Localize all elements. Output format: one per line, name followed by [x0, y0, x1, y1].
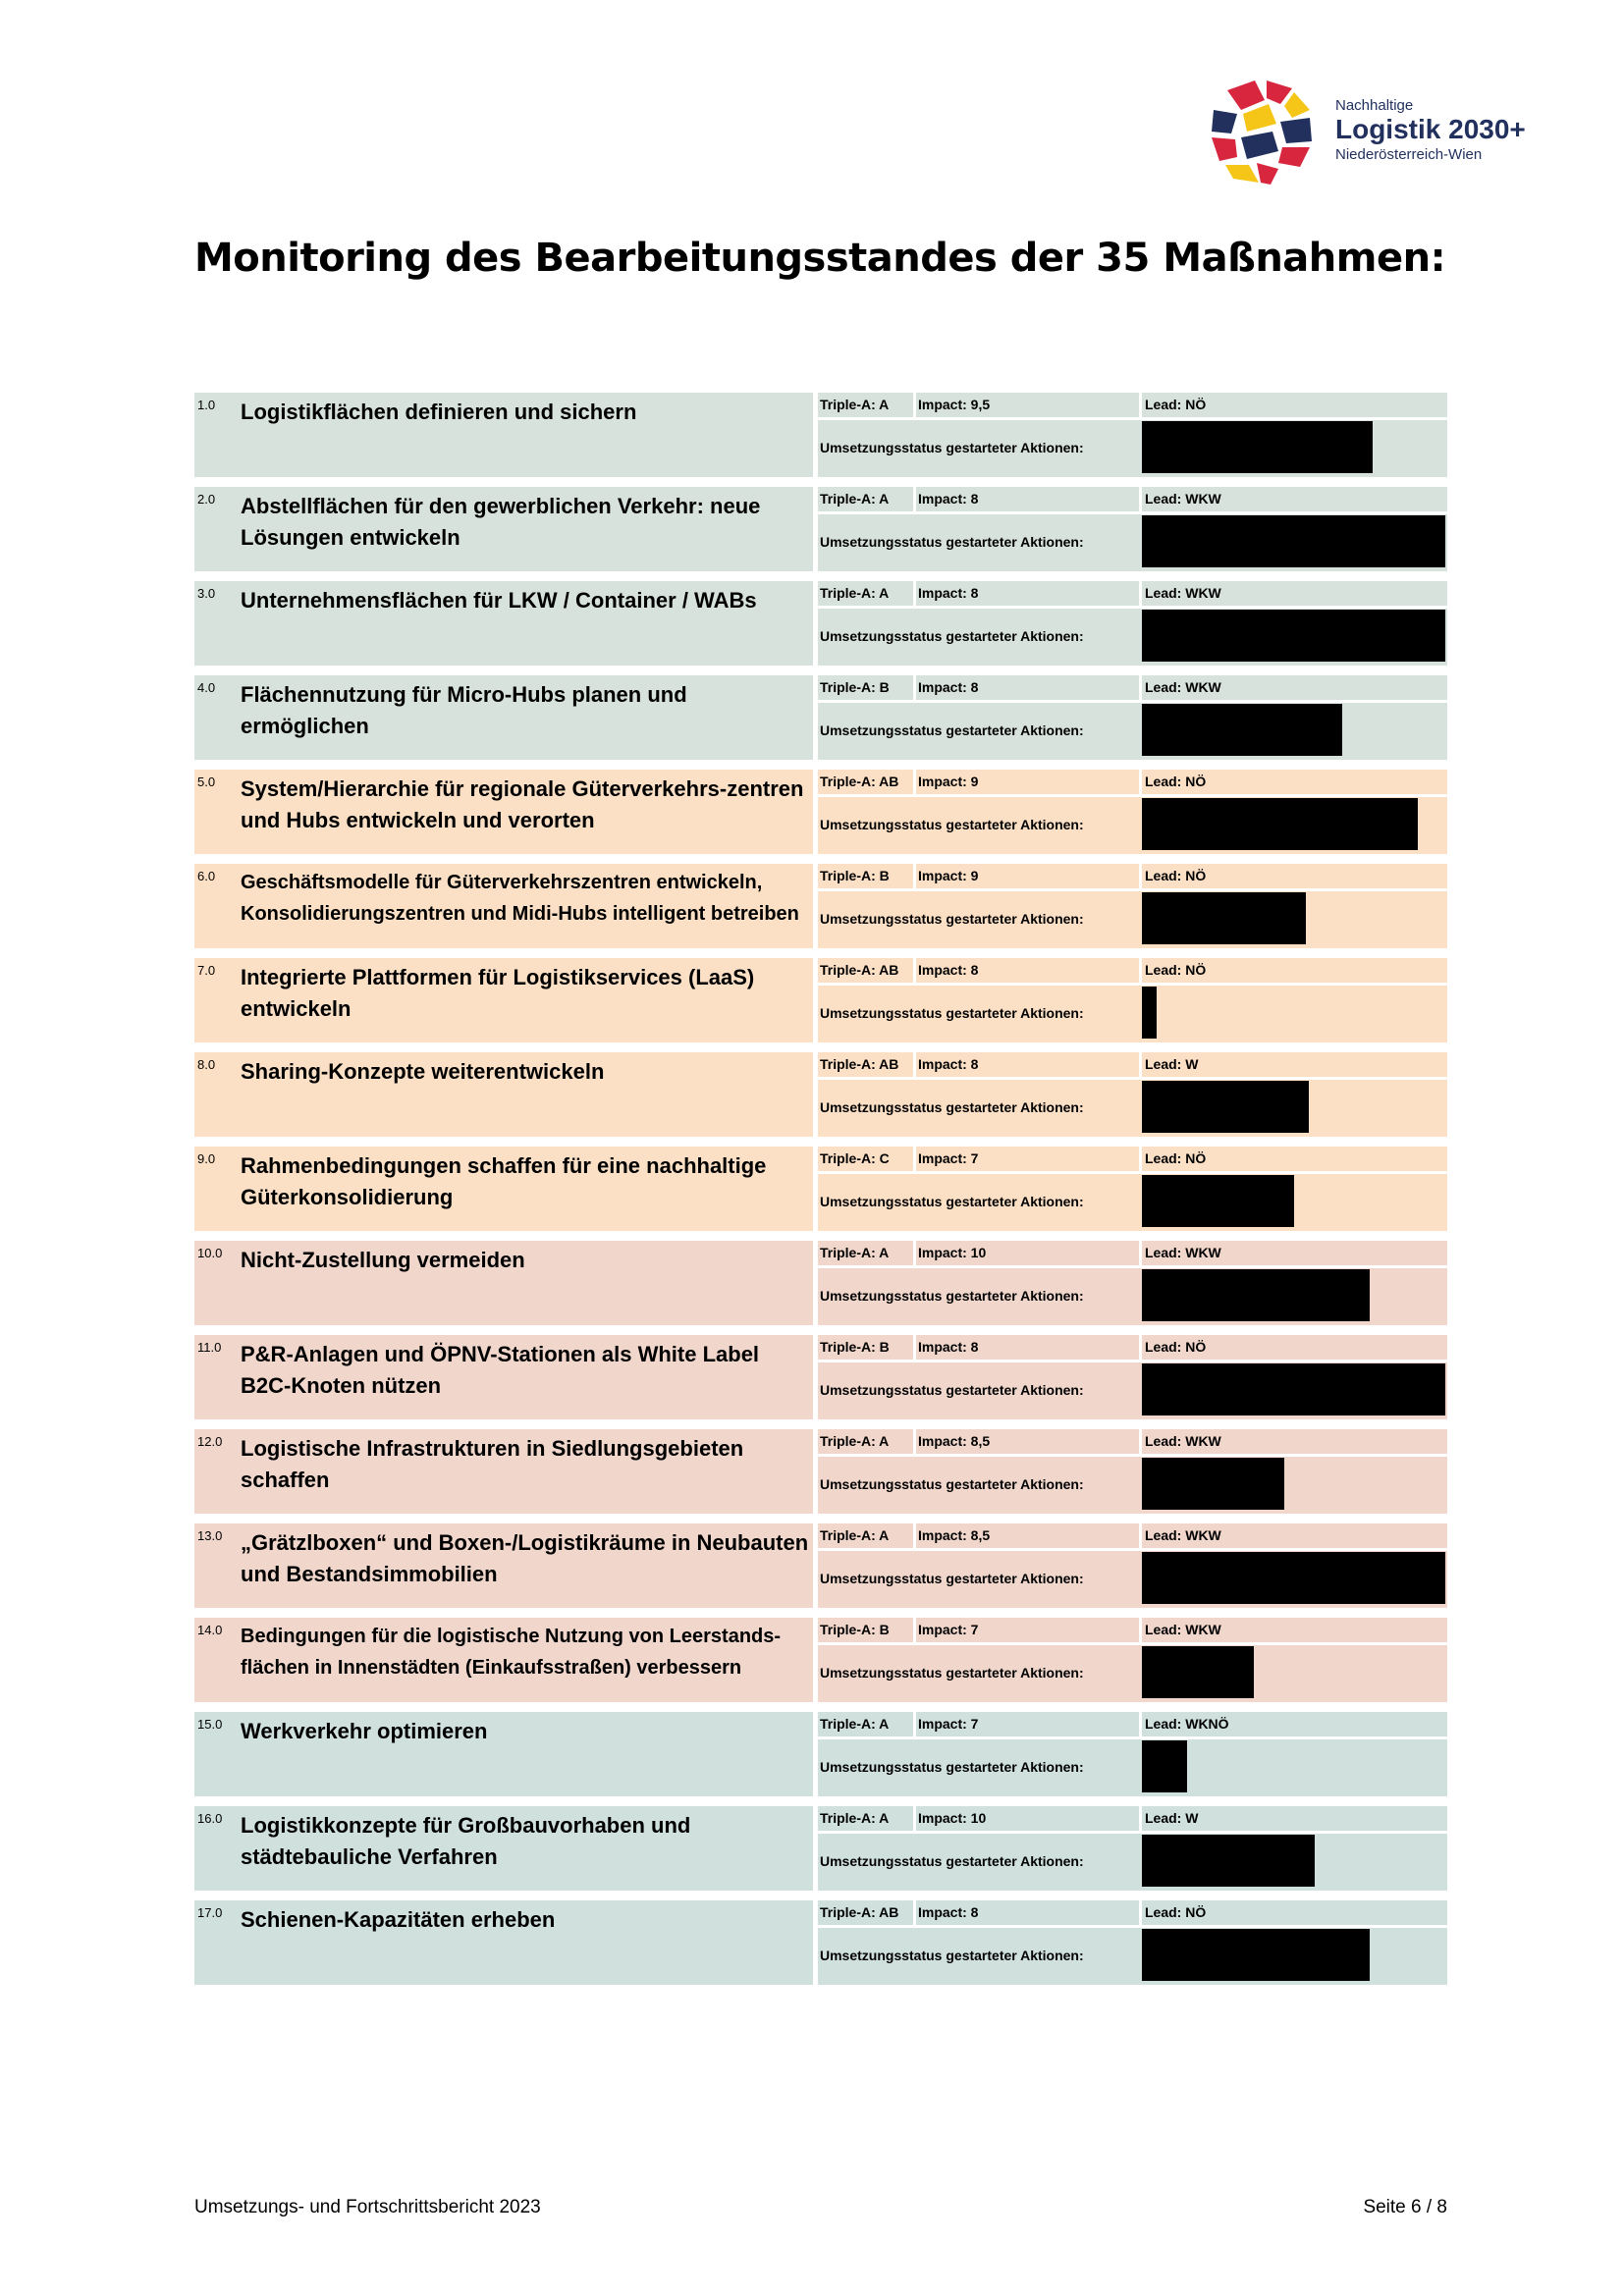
status-label: Umsetzungsstatus gestarteter Aktionen: [820, 1571, 1084, 1586]
triple-a-rating: Triple-A: A [820, 1716, 890, 1732]
status-label: Umsetzungsstatus gestarteter Aktionen: [820, 534, 1084, 550]
status-label: Umsetzungsstatus gestarteter Aktionen: [820, 1948, 1084, 1963]
measure-title: Rahmenbedingungen schaffen für eine nachhaltige Güterkonsolidierung [241, 1153, 767, 1209]
measure-meta [818, 1052, 1447, 1077]
measure-meta [818, 675, 1447, 700]
measure-meta [818, 1335, 1447, 1360]
measure-number: 11.0 [197, 1340, 222, 1355]
measure-number: 6.0 [197, 869, 216, 883]
triple-a-rating: Triple-A: A [820, 1527, 890, 1543]
measure-meta [818, 770, 1447, 794]
measure-title: Werkverkehr optimieren [241, 1719, 488, 1743]
lead-organisation: Lead: NÖ [1145, 1904, 1207, 1920]
measure-title: Logistikkonzepte für Großbauvorhaben und städtebauliche Verfahren [241, 1813, 691, 1869]
status-label: Umsetzungsstatus gestarteter Aktionen: [820, 1005, 1084, 1021]
impact-score: Impact: 8 [918, 1904, 979, 1920]
measure-meta [818, 1429, 1447, 1454]
status-label: Umsetzungsstatus gestarteter Aktionen: [820, 722, 1084, 738]
triple-a-rating: Triple-A: AB [820, 774, 899, 789]
impact-score: Impact: 7 [918, 1150, 979, 1166]
status-label: Umsetzungsstatus gestarteter Aktionen: [820, 1665, 1084, 1681]
status-progress-bar [1142, 515, 1445, 567]
measure-title: Integrierte Plattformen für Logistikservices (LaaS) entwickeln [241, 965, 755, 1021]
lead-organisation: Lead: NÖ [1145, 774, 1207, 789]
measure-title-cell [194, 1806, 813, 1891]
measure-title: Logistikflächen definieren und sichern [241, 400, 637, 424]
triple-a-rating: Triple-A: AB [820, 962, 899, 978]
measure-number: 1.0 [197, 398, 216, 412]
triple-a-rating: Triple-A: B [820, 1622, 890, 1637]
measure-number: 3.0 [197, 586, 216, 601]
status-progress-bar [1142, 1175, 1294, 1227]
measure-meta [818, 393, 1447, 417]
logo-line1: Nachhaltige [1335, 97, 1414, 114]
impact-score: Impact: 9 [918, 774, 979, 789]
triple-a-rating: Triple-A: A [820, 491, 890, 507]
measure-row [194, 1241, 1447, 1325]
measure-number: 13.0 [197, 1528, 223, 1543]
status-label: Umsetzungsstatus gestarteter Aktionen: [820, 1853, 1084, 1869]
measure-status [818, 1739, 1447, 1796]
status-progress-bar [1142, 987, 1157, 1039]
measure-row [194, 675, 1447, 760]
page-title: Monitoring des Bearbeitungsstandes der 35 Maßnahmen: [194, 236, 1446, 281]
measure-title-cell [194, 864, 813, 948]
measure-meta [818, 1523, 1447, 1548]
measure-row [194, 958, 1447, 1042]
measure-status [818, 1174, 1447, 1231]
status-progress-bar [1142, 421, 1373, 473]
status-progress-bar [1142, 1081, 1309, 1133]
measure-title-cell [194, 1900, 813, 1985]
impact-score: Impact: 8 [918, 585, 979, 601]
measure-row [194, 1147, 1447, 1231]
measure-status [818, 1551, 1447, 1608]
measure-meta [818, 958, 1447, 983]
measure-title: Schienen-Kapazitäten erheben [241, 1907, 556, 1932]
measure-title: Nicht-Zustellung vermeiden [241, 1248, 525, 1272]
measure-status [818, 1457, 1447, 1514]
measure-status [818, 1645, 1447, 1702]
measure-status [818, 891, 1447, 948]
measure-title: Logistische Infrastrukturen in Siedlungsgebieten schaffen [241, 1436, 744, 1492]
status-progress-bar [1142, 1552, 1445, 1604]
measure-title: „Grätzlboxen“ und Boxen-/Logistikräume in Neubauten und Bestandsimmobilien [241, 1530, 809, 1586]
measure-title-cell [194, 1335, 813, 1419]
measure-row [194, 1900, 1447, 1985]
measure-row [194, 1429, 1447, 1514]
triple-a-rating: Triple-A: AB [820, 1056, 899, 1072]
impact-score: Impact: 9 [918, 868, 979, 883]
measure-number: 4.0 [197, 680, 216, 695]
lead-organisation: Lead: NÖ [1145, 1339, 1207, 1355]
measure-row [194, 1618, 1447, 1702]
status-progress-bar [1142, 1646, 1254, 1698]
status-label: Umsetzungsstatus gestarteter Aktionen: [820, 440, 1084, 455]
lead-organisation: Lead: W [1145, 1810, 1199, 1826]
lead-organisation: Lead: WKW [1145, 491, 1221, 507]
measure-status [818, 797, 1447, 854]
measure-title: P&R-Anlagen und ÖPNV-Stationen als White Label B2C-Knoten nützen [241, 1342, 760, 1398]
measure-number: 17.0 [197, 1905, 223, 1920]
measure-number: 2.0 [197, 492, 216, 507]
triple-a-rating: Triple-A: A [820, 585, 890, 601]
measure-title-cell [194, 1523, 813, 1608]
status-label: Umsetzungsstatus gestarteter Aktionen: [820, 1476, 1084, 1492]
measure-status [818, 1080, 1447, 1137]
triple-a-rating: Triple-A: C [820, 1150, 890, 1166]
status-progress-bar [1142, 798, 1418, 850]
measure-row [194, 1712, 1447, 1796]
lead-organisation: Lead: W [1145, 1056, 1199, 1072]
measure-status [818, 1268, 1447, 1325]
measure-title-cell [194, 1241, 813, 1325]
logo-mosaic-icon [1208, 77, 1316, 187]
lead-organisation: Lead: WKW [1145, 679, 1221, 695]
status-label: Umsetzungsstatus gestarteter Aktionen: [820, 1288, 1084, 1304]
status-progress-bar [1142, 1929, 1370, 1981]
impact-score: Impact: 8 [918, 1339, 979, 1355]
measure-status [818, 514, 1447, 571]
triple-a-rating: Triple-A: B [820, 1339, 890, 1355]
status-progress-bar [1142, 704, 1342, 756]
measure-number: 12.0 [197, 1434, 223, 1449]
status-label: Umsetzungsstatus gestarteter Aktionen: [820, 911, 1084, 927]
measure-number: 5.0 [197, 774, 216, 789]
lead-organisation: Lead: WKW [1145, 1245, 1221, 1260]
logo-line2: Logistik 2030+ [1335, 114, 1526, 144]
triple-a-rating: Triple-A: B [820, 868, 890, 883]
measure-meta [818, 1712, 1447, 1736]
impact-score: Impact: 10 [918, 1810, 987, 1826]
measure-status [818, 703, 1447, 760]
measure-number: 7.0 [197, 963, 216, 978]
measure-row [194, 864, 1447, 948]
status-progress-bar [1142, 1458, 1284, 1510]
footer-page-number: Seite 6 / 8 [1363, 2197, 1447, 2217]
status-progress-bar [1142, 1363, 1445, 1415]
triple-a-rating: Triple-A: A [820, 1433, 890, 1449]
impact-score: Impact: 8,5 [918, 1433, 991, 1449]
measure-row [194, 581, 1447, 666]
lead-organisation: Lead: NÖ [1145, 1150, 1207, 1166]
measure-meta [818, 1618, 1447, 1642]
lead-organisation: Lead: WKNÖ [1145, 1716, 1229, 1732]
triple-a-rating: Triple-A: A [820, 1245, 890, 1260]
measure-number: 15.0 [197, 1717, 223, 1732]
status-label: Umsetzungsstatus gestarteter Aktionen: [820, 1099, 1084, 1115]
status-label: Umsetzungsstatus gestarteter Aktionen: [820, 628, 1084, 644]
logo-line3: Niederösterreich-Wien [1335, 146, 1483, 163]
impact-score: Impact: 10 [918, 1245, 987, 1260]
measure-meta [818, 1806, 1447, 1831]
measure-title-cell [194, 1429, 813, 1514]
lead-organisation: Lead: NÖ [1145, 962, 1207, 978]
measure-row [194, 1335, 1447, 1419]
status-label: Umsetzungsstatus gestarteter Aktionen: [820, 1759, 1084, 1775]
status-label: Umsetzungsstatus gestarteter Aktionen: [820, 817, 1084, 832]
measure-row [194, 393, 1447, 477]
measure-title-cell [194, 675, 813, 760]
measure-title-cell [194, 1052, 813, 1137]
measure-row [194, 1806, 1447, 1891]
measure-title-cell [194, 1712, 813, 1796]
measure-number: 10.0 [197, 1246, 223, 1260]
impact-score: Impact: 8 [918, 491, 979, 507]
impact-score: Impact: 8 [918, 962, 979, 978]
triple-a-rating: Triple-A: AB [820, 1904, 899, 1920]
measure-number: 16.0 [197, 1811, 223, 1826]
status-progress-bar [1142, 892, 1306, 944]
status-progress-bar [1142, 610, 1445, 662]
measure-title-cell [194, 393, 813, 477]
impact-score: Impact: 8,5 [918, 1527, 991, 1543]
measures-table [194, 393, 1447, 1995]
measure-title: Abstellflächen für den gewerblichen Verkehr: neue Lösungen entwickeln [241, 494, 761, 550]
measure-title-cell [194, 958, 813, 1042]
measure-meta [818, 1900, 1447, 1925]
measure-title: Bedingungen für die logistische Nutzung von Leerstands-flächen in Innenstädten (Einkaufsstraßen) verbessern [241, 1626, 782, 1679]
measure-status [818, 420, 1447, 477]
measure-title: Unternehmensflächen für LKW / Container / WABs [241, 588, 757, 613]
measure-status [818, 609, 1447, 666]
status-progress-bar [1142, 1269, 1370, 1321]
lead-organisation: Lead: WKW [1145, 1527, 1221, 1543]
measure-meta [818, 487, 1447, 511]
measure-row [194, 1523, 1447, 1608]
impact-score: Impact: 9,5 [918, 397, 991, 412]
triple-a-rating: Triple-A: B [820, 679, 890, 695]
lead-organisation: Lead: NÖ [1145, 397, 1207, 412]
measure-status [818, 1362, 1447, 1419]
measure-meta [818, 864, 1447, 888]
measure-status [818, 986, 1447, 1042]
impact-score: Impact: 7 [918, 1622, 979, 1637]
lead-organisation: Lead: NÖ [1145, 868, 1207, 883]
impact-score: Impact: 7 [918, 1716, 979, 1732]
measure-title: Flächennutzung für Micro-Hubs planen und ermöglichen [241, 682, 687, 738]
lead-organisation: Lead: WKW [1145, 1622, 1221, 1637]
measure-meta [818, 1241, 1447, 1265]
footer-report-title: Umsetzungs- und Fortschrittsbericht 2023 [194, 2197, 541, 2217]
measure-title: System/Hierarchie für regionale Güterverkehrs-zentren und Hubs entwickeln und verorten [241, 776, 804, 832]
measure-meta [818, 1147, 1447, 1171]
impact-score: Impact: 8 [918, 1056, 979, 1072]
logo [1208, 77, 1532, 187]
measure-title: Sharing-Konzepte weiterentwickeln [241, 1059, 605, 1084]
measure-meta [818, 581, 1447, 606]
status-progress-bar [1142, 1740, 1187, 1792]
measure-status [818, 1928, 1447, 1985]
measure-status [818, 1834, 1447, 1891]
measure-number: 8.0 [197, 1057, 216, 1072]
measure-row [194, 487, 1447, 571]
measure-title-cell [194, 1618, 813, 1702]
status-progress-bar [1142, 1835, 1315, 1887]
lead-organisation: Lead: WKW [1145, 1433, 1221, 1449]
measure-title-cell [194, 581, 813, 666]
triple-a-rating: Triple-A: A [820, 1810, 890, 1826]
measure-title-cell [194, 770, 813, 854]
measure-title-cell [194, 1147, 813, 1231]
status-label: Umsetzungsstatus gestarteter Aktionen: [820, 1382, 1084, 1398]
lead-organisation: Lead: WKW [1145, 585, 1221, 601]
impact-score: Impact: 8 [918, 679, 979, 695]
triple-a-rating: Triple-A: A [820, 397, 890, 412]
measure-title-cell [194, 487, 813, 571]
measure-number: 14.0 [197, 1623, 223, 1637]
measure-number: 9.0 [197, 1151, 216, 1166]
measure-title: Geschäftsmodelle für Güterverkehrszentren entwickeln, Konsolidierungszentren und Midi-Hubs intelligent betreiben [241, 872, 799, 925]
measure-row [194, 1052, 1447, 1137]
status-label: Umsetzungsstatus gestarteter Aktionen: [820, 1194, 1084, 1209]
measure-row [194, 770, 1447, 854]
